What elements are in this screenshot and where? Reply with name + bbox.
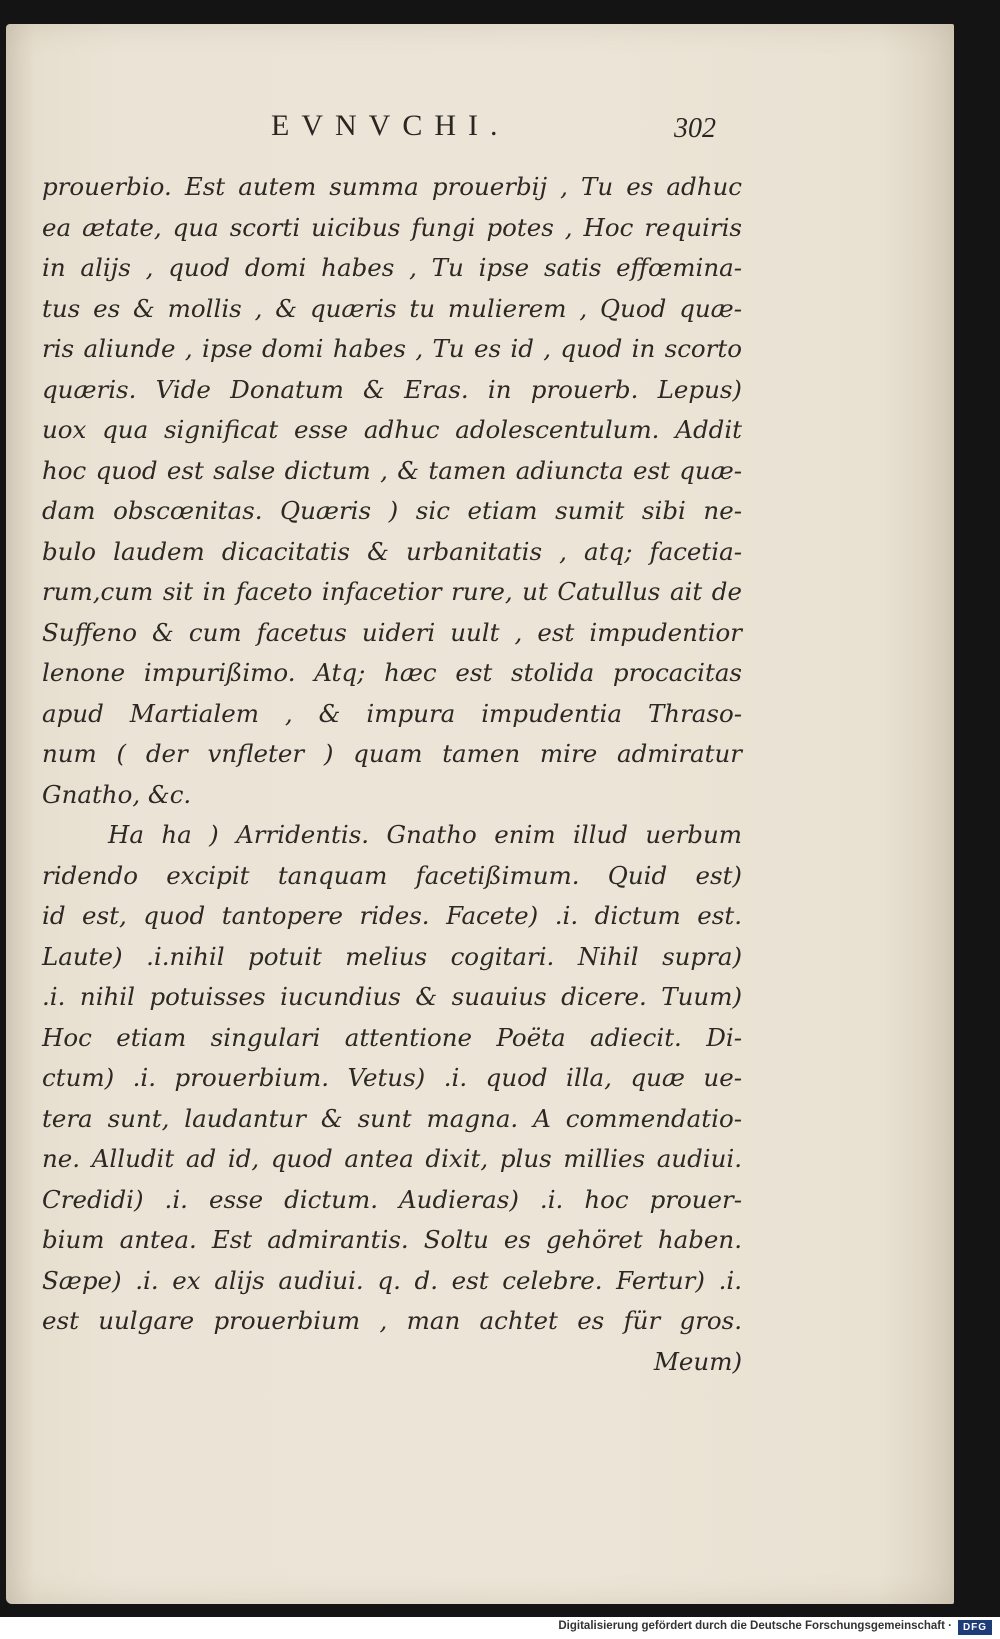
text-line: Hoc etiam singulari attentione Poëta adiecit. Di- — [42, 1022, 742, 1052]
text-line: bium antea. Est admirantis. Soltu es gehöret haben. — [42, 1225, 742, 1254]
text-line: dam obscœnitas. Quæris ) sic etiam sumit sibi ne- — [42, 496, 742, 525]
text-line: num ( der vnfleter ) quam tamen mire admiratur — [42, 739, 742, 768]
text-line: apud Martialem , & impura impudentia Thraso- — [42, 698, 742, 728]
text-line: uox qua significat esse adhuc adolescentulum. Addit — [42, 415, 742, 444]
text-line: tus es & mollis , & quæris tu mulierem , Quod quæ- — [42, 293, 742, 323]
text-line: prouerbio. Est autem summa prouerbij , Tu es adhuc — [42, 172, 742, 201]
footer-bar — [0, 1617, 1000, 1639]
text-line: .i. nihil potuisses iucundius & suauius dicere. Tuum) — [42, 982, 742, 1011]
funding-credit: Digitalisierung gefördert durch die Deutsche Forschungsgemeinschaft · — [558, 1620, 952, 1632]
text-line: tera sunt, laudantur & sunt magna. A commendatio- — [42, 1103, 742, 1133]
catchword: Meum) — [653, 1346, 742, 1376]
text-line: ris aliunde , ipse domi habes , Tu es id , quod in scorto — [42, 334, 742, 363]
text-line: hoc quod est salse dictum , & tamen adiuncta est quæ- — [42, 455, 742, 485]
text-line: Gnatho, &c. — [42, 779, 192, 809]
text-line: ridendo excipit tanquam facetißimum. Quid est) — [42, 860, 742, 890]
text-line: Suffeno & cum facetus uideri uult , est impudentior — [42, 617, 742, 647]
text-line: Credidi) .i. esse dictum. Audieras) .i. hoc prouer- — [42, 1184, 742, 1214]
text-line: quæris. Vide Donatum & Eras. in prouerb. Lepus) — [42, 374, 742, 404]
text-line: bulo laudem dicacitatis & urbanitatis , atq; facetia- — [42, 536, 742, 566]
text-line: id est, quod tantopere rides. Facete) .i. dictum est. — [42, 901, 742, 930]
page-number: 302 — [674, 113, 716, 144]
text-line: lenone impurißimo. Atq; hæc est stolida procacitas — [42, 658, 742, 687]
text-line: rum,cum sit in faceto infacetior rure, ut Catullus ait de — [42, 577, 742, 606]
text-line: Sæpe) .i. ex alijs audiui. q. d. est celebre. Fertur) .i. — [42, 1265, 742, 1295]
text-line: ne. Alludit ad id, quod antea dixit, plus millies audiui. — [42, 1144, 742, 1173]
page-header — [6, 109, 954, 149]
text-line: est uulgare prouerbium , man achtet es für gros. — [42, 1306, 742, 1335]
book-page — [6, 24, 954, 1604]
text-line: ctum) .i. prouerbium. Vetus) .i. quod illa, quæ ue- — [42, 1063, 742, 1092]
dfg-logo-icon: DFG — [958, 1620, 992, 1635]
text-line: Laute) .i.nihil potuit melius cogitari. Nihil supra) — [42, 941, 742, 971]
text-line: in alijs , quod domi habes , Tu ipse satis effœmina- — [42, 253, 742, 282]
running-title: EVNVCHI. — [271, 109, 510, 142]
text-line: Ha ha ) Arridentis. Gnatho enim illud uerbum — [108, 820, 742, 849]
text-block — [42, 167, 742, 1382]
text-line: ea ætate, qua scorti uicibus fungi potes , Hoc requiris — [42, 212, 742, 242]
